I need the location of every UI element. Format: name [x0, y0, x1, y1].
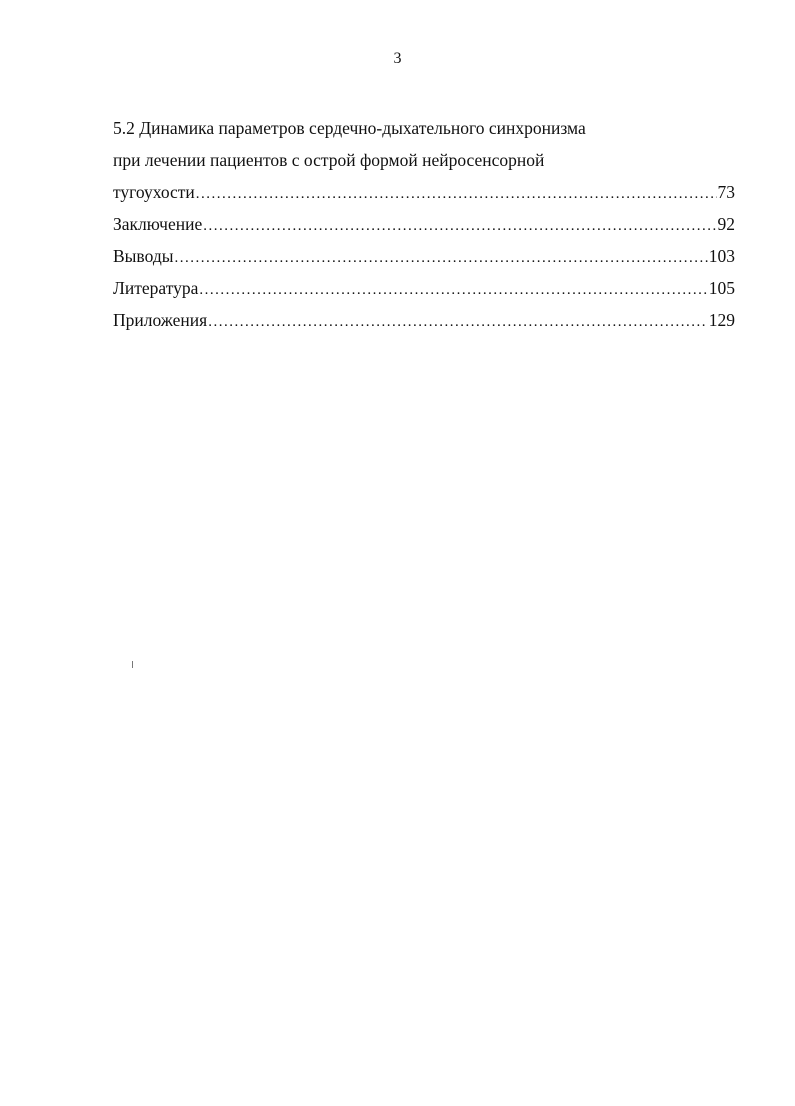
dot-leader [199, 274, 707, 306]
toc-entry [113, 304, 735, 336]
toc-entry-label: Приложения [113, 310, 208, 330]
table-of-contents [113, 112, 735, 336]
dot-leader [203, 210, 716, 242]
toc-entry-page: 73 [717, 182, 735, 202]
dot-leader [208, 306, 708, 338]
toc-entry-page: 105 [708, 278, 735, 298]
toc-entry [113, 208, 735, 240]
toc-entry-page: 92 [717, 214, 735, 234]
toc-entry [113, 240, 735, 272]
dot-leader [196, 178, 717, 210]
toc-entry [113, 272, 735, 304]
toc-entry-page: 103 [708, 246, 735, 266]
toc-entry [113, 176, 735, 208]
dot-leader [174, 242, 707, 274]
toc-entry-page: 129 [708, 310, 735, 330]
toc-entry-label: тугоухости [113, 182, 195, 202]
toc-entry-label: Литература [113, 278, 199, 298]
toc-heading-line: при лечении пациентов с острой формой нейросенсорной [113, 150, 545, 170]
toc-heading-line: 5.2 Динамика параметров сердечно-дыхательного синхронизма [113, 118, 586, 138]
scan-mark [132, 661, 133, 668]
toc-entry-label: Выводы [113, 246, 174, 266]
page-number: 3 [393, 50, 402, 67]
toc-entry-label: Заключение [113, 214, 203, 234]
